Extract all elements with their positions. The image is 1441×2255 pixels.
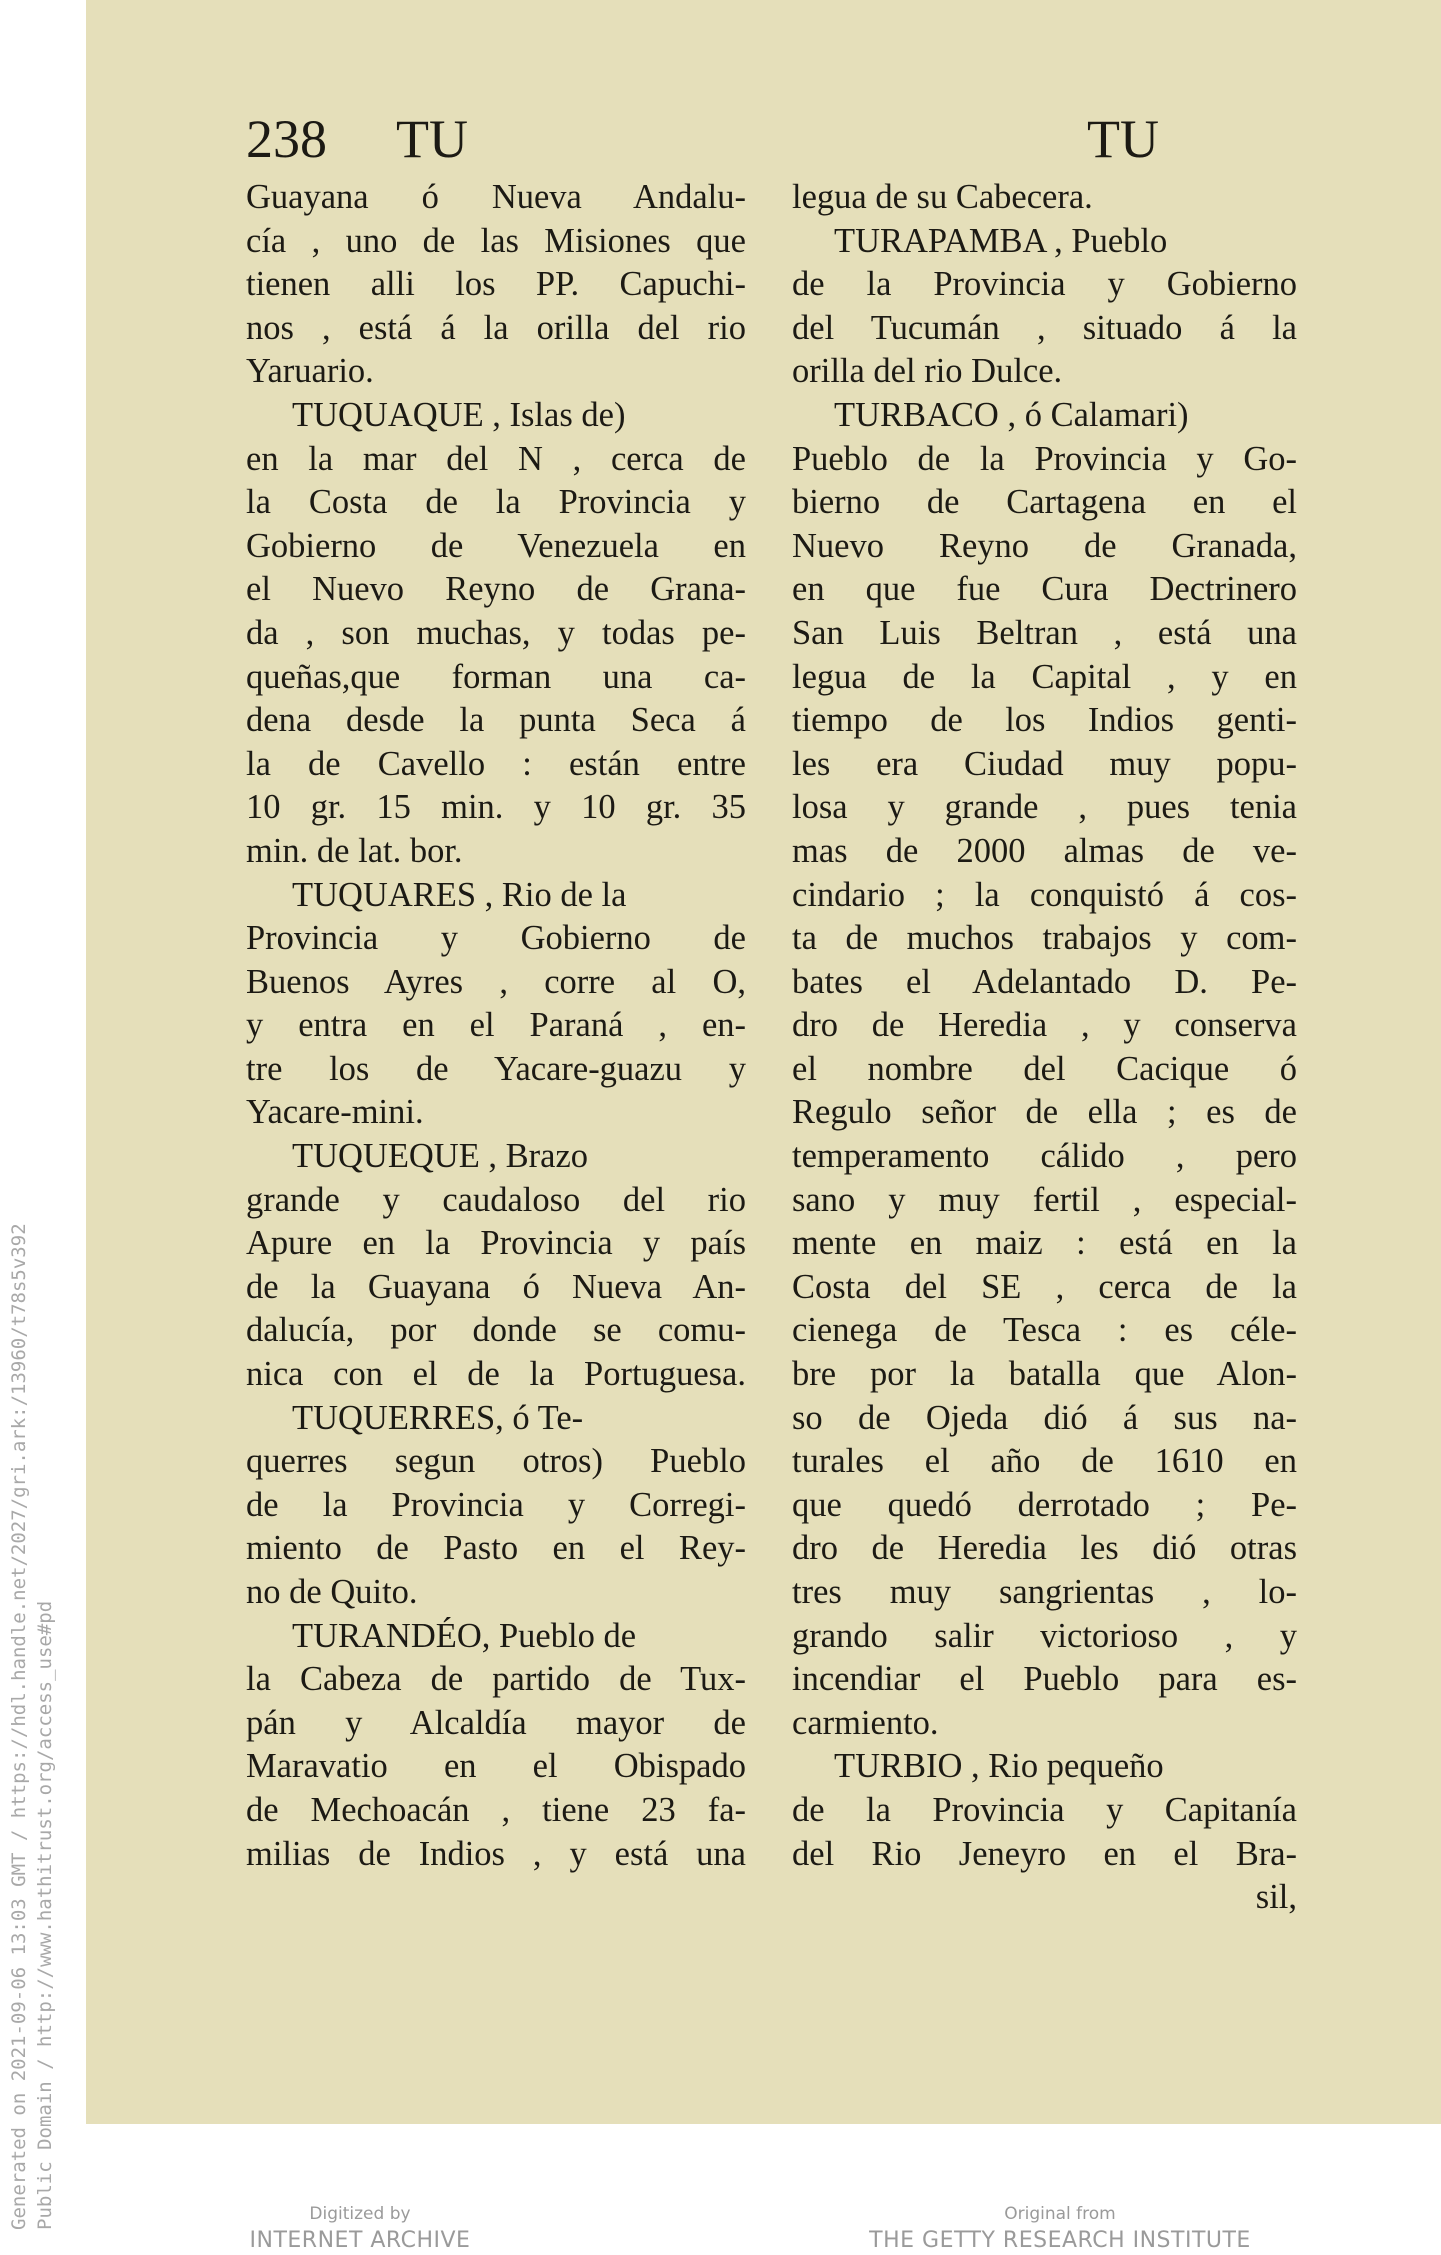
right-text-column [792,176,1297,1920]
text-line: el nombre del Cacique ó [792,1049,1297,1088]
right-running-head: TU [1087,109,1159,169]
text-line: no de Quito. [246,1573,418,1611]
text-line: losa y grande , pues tenia [792,788,1297,827]
left-running-head: TU [396,109,468,169]
text-line: bre por la batalla que Alon- [792,1355,1297,1394]
text-line: el Nuevo Reyno de Grana- [246,570,746,609]
text-line: de la Provincia y Gobierno [792,265,1297,304]
text-line: dalucía, por donde se comu- [246,1311,746,1350]
text-line: bierno de Cartagena en el [792,483,1297,522]
original-from-label: Original from [1004,2204,1116,2224]
left-text-column [246,176,746,1876]
text-line: Nuevo Reyno de Granada, [792,526,1297,565]
text-line: ta de muchos trabajos y com- [792,919,1297,958]
text-line: cienega de Tesca : es céle- [792,1311,1297,1350]
text-line: TUQUEQUE , Brazo [292,1137,589,1176]
text-line: nica con el de la Portuguesa. [246,1355,746,1394]
text-line: TURANDÉO, Pueblo de [292,1616,637,1655]
text-line: tre los de Yacare-guazu y [246,1049,746,1088]
text-line: San Luis Beltran , está una [792,613,1297,652]
text-line: sil, [1255,1878,1297,1917]
text-line: pán y Alcaldía mayor de [246,1703,746,1742]
text-line: grande y caudaloso del rio [246,1180,746,1219]
text-line: sano y muy fertil , especial- [792,1180,1297,1219]
text-line: mente en maiz : está en la [792,1224,1297,1263]
text-line: temperamento cálido , pero [792,1137,1297,1176]
digitized-by-credit [205,2204,515,2253]
text-line: orilla del rio Dulce. [792,352,1063,391]
text-line: TURBIO , Rio pequeño [834,1747,1164,1786]
original-from-credit [850,2204,1270,2253]
text-line: TUQUERRES, ó Te- [292,1398,584,1437]
text-line: Regulo señor de ella ; es de [792,1093,1297,1132]
text-line: grando salir victorioso , y [792,1616,1297,1655]
text-line: de la Provincia y Capitanía [792,1790,1297,1829]
text-line: TURBACO , ó Calamari) [834,395,1189,434]
text-line: tienen alli los PP. Capuchi- [246,265,746,304]
text-line: dro de Heredia les dió otras [792,1529,1297,1568]
text-line: del Rio Jeneyro en el Bra- [792,1834,1297,1873]
text-line: milias de Indios , y está una [246,1834,746,1873]
text-line: turales el año de 1610 en [792,1442,1297,1481]
page-header [86,108,1441,178]
text-line: incendiar el Pueblo para es- [792,1660,1297,1699]
text-line: Pueblo de la Provincia y Go- [792,439,1297,478]
text-line: la de Cavello : están entre [246,744,746,783]
text-line: la Cabeza de partido de Tux- [246,1660,746,1699]
text-line: querres segun otros) Pueblo [246,1442,746,1481]
text-line: bates el Adelantado D. Pe- [792,962,1297,1001]
text-line: miento de Pasto en el Rey- [246,1529,746,1568]
text-line: tres muy sangrientas , lo- [792,1573,1297,1611]
text-line: dena desde la punta Seca á [246,701,746,740]
text-line: les era Ciudad muy popu- [792,744,1297,783]
text-line: en la mar del N , cerca de [246,439,746,478]
text-line: la Costa de la Provincia y [246,483,746,522]
internet-archive-label: INTERNET ARCHIVE [249,2228,471,2253]
text-line: 10 gr. 15 min. y 10 gr. 35 [246,788,746,827]
text-line: Maravatio en el Obispado [246,1747,746,1786]
text-line: tiempo de los Indios genti- [792,701,1297,740]
text-line: so de Ojeda dió á sus na- [792,1398,1297,1437]
text-line: da , son muchas, y todas pe- [246,613,746,652]
text-line: queñas,que forman una ca- [246,657,746,696]
text-line: min. de lat. bor. [246,831,463,870]
getty-institute-label: THE GETTY RESEARCH INSTITUTE [869,2228,1251,2253]
text-line: nos , está á la orilla del rio [246,308,746,347]
text-line: cía , uno de las Misiones que [246,221,746,260]
access-notice [6,1223,58,2230]
text-line: cindario ; la conquistó á cos- [792,875,1297,914]
text-line: legua de la Capital , y en [792,657,1297,696]
text-line: que quedó derrotado ; Pe- [792,1485,1297,1524]
text-line: Buenos Ayres , corre al O, [246,962,746,1001]
access-notice-line-2: Public Domain / http://www.hathitrust.org/access_use#pd [34,1600,56,2230]
digitized-by-label: Digitized by [309,2204,411,2224]
text-line: dro de Heredia , y conserva [792,1006,1297,1045]
text-line: legua de su Cabecera. [792,178,1093,216]
text-line: del Tucumán , situado á la [792,308,1297,347]
text-line: carmiento. [792,1703,939,1742]
text-line: Provincia y Gobierno de [246,919,746,958]
text-line: de la Provincia y Corregi- [246,1485,746,1524]
text-line: Guayana ó Nueva Andalu- [246,178,746,216]
text-line: Yacare-mini. [246,1093,424,1132]
text-line: Apure en la Provincia y país [246,1224,746,1263]
text-line: en que fue Cura Dectrinero [792,570,1297,609]
text-line: TUQUARES , Rio de la [292,875,627,914]
text-line: y entra en el Paraná , en- [246,1006,746,1045]
page-number: 238 [246,109,327,169]
text-line: de Mechoacán , tiene 23 fa- [246,1790,746,1829]
text-line: de la Guayana ó Nueva An- [246,1267,746,1306]
text-line: Yaruario. [246,352,374,391]
access-notice-line-1: Generated on 2021-09-06 13:03 GMT / https://hdl.handle.net/2027/gri.ark:/13960/t78s5v392 [8,1223,30,2230]
text-line: TURAPAMBA , Pueblo [834,221,1168,260]
text-line: TUQUAQUE , Islas de) [292,395,626,434]
text-line: mas de 2000 almas de ve- [792,831,1297,870]
text-line: Costa del SE , cerca de la [792,1267,1297,1306]
text-line: Gobierno de Venezuela en [246,526,746,565]
